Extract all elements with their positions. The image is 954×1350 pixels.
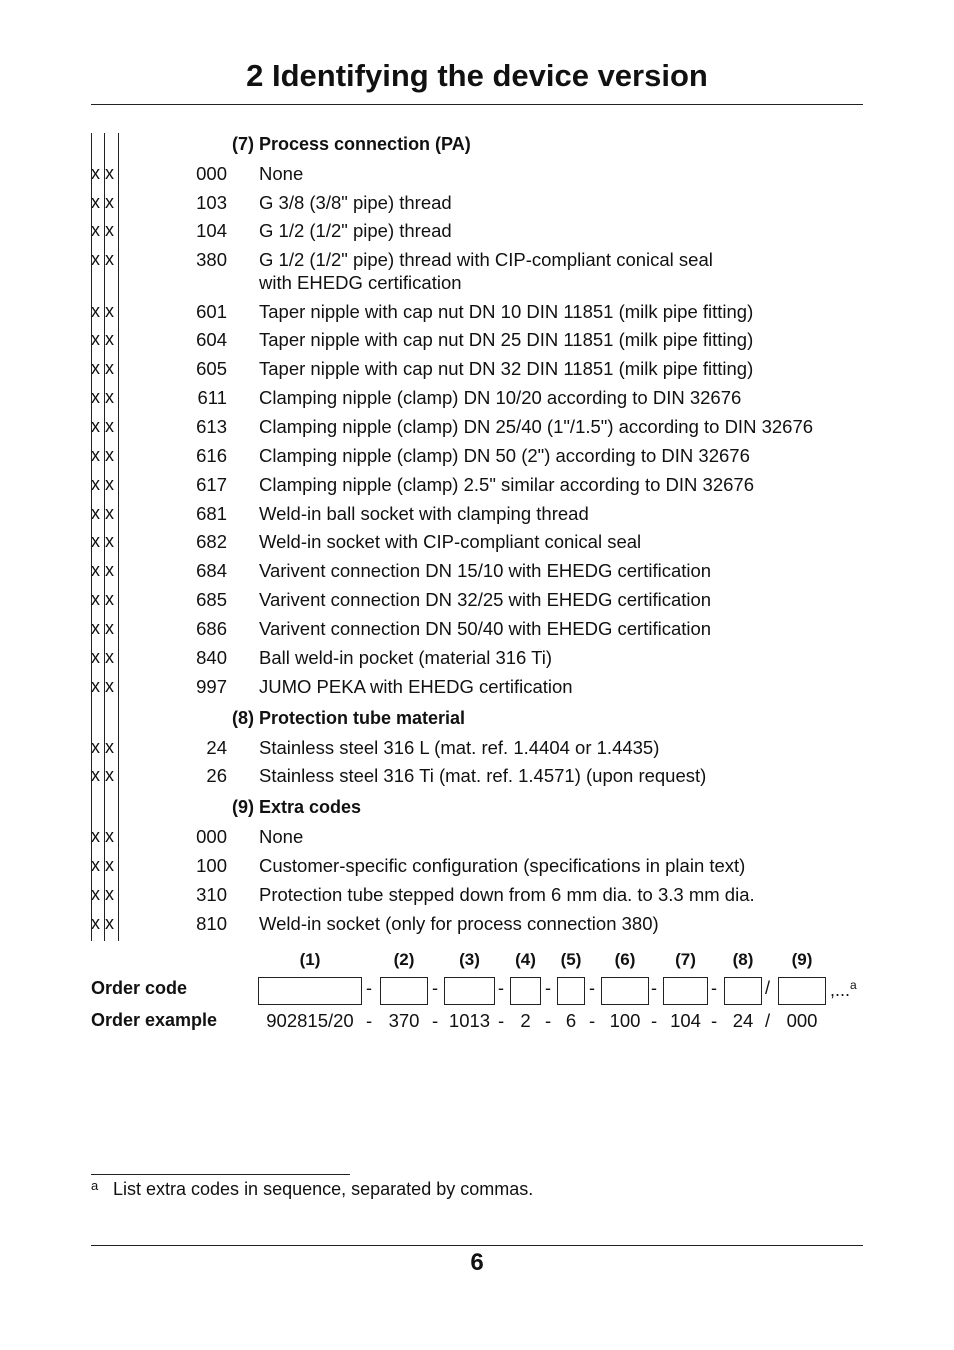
order-example-separator: - (366, 1010, 373, 1031)
row-description-line: Clamping nipple (clamp) DN 10/20 according to DIN 32676 (259, 387, 742, 408)
row-description-line: Varivent connection DN 32/25 with EHEDG certification (259, 589, 712, 610)
row-description (259, 386, 859, 409)
row-description (259, 162, 859, 185)
row-description (259, 646, 859, 669)
order-code-label: Order code (91, 978, 188, 998)
section-heading-extra-codes: (9) Extra codes (232, 797, 362, 817)
row-description-line-2: with EHEDG certification (259, 272, 462, 293)
order-column-number: (7) (675, 950, 696, 969)
order-code-box[interactable] (601, 977, 649, 1005)
row-description (259, 530, 859, 553)
order-code-separator: - (498, 978, 504, 998)
row-marker: x x (91, 192, 115, 212)
row-description (259, 854, 859, 877)
order-code-separator: - (366, 978, 372, 998)
footnote-mark: a (91, 1178, 99, 1193)
order-example-separator: - (545, 1010, 552, 1031)
row-description (259, 357, 859, 380)
row-description-line: None (259, 163, 304, 184)
row-description (259, 328, 859, 351)
row-code: 100 (196, 855, 227, 876)
row-code: 810 (196, 913, 227, 934)
row-description-line: Weld-in socket (only for process connection 380) (259, 913, 659, 934)
order-code-separator: - (651, 978, 657, 998)
page-title: 2 Identifying the device version (246, 58, 708, 93)
row-description-line: Customer-specific configuration (specifications in plain text) (259, 855, 746, 876)
row-marker: x x (91, 531, 115, 551)
row-marker: x x (91, 560, 115, 580)
row-code: 26 (206, 765, 227, 786)
row-description (259, 675, 859, 698)
row-description-line: Taper nipple with cap nut DN 10 DIN 11851 (milk pipe fitting) (259, 301, 754, 322)
order-example-separator: - (589, 1010, 596, 1031)
row-description-line: Varivent connection DN 50/40 with EHEDG certification (259, 618, 712, 639)
order-example-value: 370 (388, 1010, 420, 1031)
order-example-separator: - (711, 1010, 718, 1031)
order-column-number: (6) (614, 950, 636, 969)
row-code: 380 (196, 249, 227, 270)
order-example-value: 1013 (448, 1010, 491, 1031)
order-example-value: 24 (732, 1010, 754, 1031)
order-code-separator: - (589, 978, 595, 998)
row-code: 682 (196, 531, 227, 552)
row-code: 24 (206, 737, 227, 758)
row-marker: x x (91, 618, 115, 638)
row-description (259, 219, 859, 242)
row-marker: x x (91, 765, 115, 785)
row-code: 000 (196, 163, 227, 184)
order-example-value: 902815/20 (266, 1010, 354, 1031)
row-code: 310 (196, 884, 227, 905)
order-example-separator: - (651, 1010, 658, 1031)
row-code: 103 (196, 192, 227, 213)
order-example-value: 000 (786, 1010, 818, 1031)
row-code: 681 (196, 503, 227, 524)
row-marker: x x (91, 826, 115, 846)
order-example-separator: / (765, 1010, 771, 1031)
row-code: 616 (196, 445, 227, 466)
row-marker: x x (91, 884, 115, 904)
row-marker: x x (91, 589, 115, 609)
order-example-separator: - (498, 1010, 505, 1031)
row-description (259, 559, 859, 582)
order-code-separator: - (432, 978, 438, 998)
table-right-border (118, 133, 119, 941)
row-marker: x x (91, 503, 115, 523)
header-rule (91, 104, 863, 105)
order-code-box[interactable] (778, 977, 826, 1005)
order-code-box[interactable] (380, 977, 428, 1005)
order-code-footnote-mark: a (850, 978, 857, 992)
section-heading-process-connection: (7) Process connection (PA) (232, 134, 471, 154)
row-description-line: None (259, 826, 304, 847)
order-example-value: 100 (609, 1010, 641, 1031)
order-column-number: (5) (560, 950, 582, 969)
row-description-line: Stainless steel 316 Ti (mat. ref. 1.4571) (upon request) (259, 765, 707, 786)
row-description (259, 736, 859, 759)
order-code-separator: - (545, 978, 551, 998)
row-description (259, 415, 859, 438)
row-description-line: Varivent connection DN 15/10 with EHEDG certification (259, 560, 712, 581)
order-example-value: 2 (520, 1010, 531, 1031)
row-description-line: JUMO PEKA with EHEDG certification (259, 676, 573, 697)
row-description-line: Taper nipple with cap nut DN 25 DIN 11851 (milk pipe fitting) (259, 329, 754, 350)
row-description-line: G 1/2 (1/2" pipe) thread (259, 220, 452, 241)
order-code-box[interactable] (557, 977, 585, 1005)
row-description-line: Ball weld-in pocket (material 316 Ti) (259, 647, 553, 668)
order-column-number: (3) (459, 950, 480, 969)
row-marker: x x (91, 387, 115, 407)
row-description-line: G 1/2 (1/2" pipe) thread with CIP-compliant conical seal (259, 249, 713, 270)
row-description (259, 502, 859, 525)
row-marker: x x (91, 301, 115, 321)
order-example-value: 6 (565, 1010, 577, 1031)
row-code: 104 (196, 220, 227, 241)
order-column-number: (8) (732, 950, 754, 969)
order-example-label: Order example (91, 1010, 218, 1030)
order-code-box[interactable] (663, 977, 708, 1005)
row-description (259, 248, 859, 294)
row-code: 685 (196, 589, 227, 610)
order-code-box[interactable] (510, 977, 541, 1005)
row-marker: x x (91, 474, 115, 494)
row-marker: x x (91, 220, 115, 240)
row-description (259, 191, 859, 214)
row-marker: x x (91, 855, 115, 875)
row-description-line: Protection tube stepped down from 6 mm dia. to 3.3 mm dia. (259, 884, 755, 905)
row-code: 840 (196, 647, 227, 668)
row-code: 613 (196, 416, 227, 437)
row-description (259, 588, 859, 611)
row-code: 611 (197, 387, 227, 408)
row-code: 601 (196, 301, 227, 322)
footer-rule (91, 1245, 863, 1246)
row-code: 000 (196, 826, 227, 847)
order-column-number: (1) (299, 950, 321, 969)
order-column-number: (9) (791, 950, 813, 969)
row-code: 605 (196, 358, 227, 379)
row-description (259, 617, 859, 640)
section-heading-protection-tube: (8) Protection tube material (232, 708, 466, 728)
row-marker: x x (91, 647, 115, 667)
row-code: 617 (196, 474, 227, 495)
row-description (259, 912, 859, 935)
row-description-line: Weld-in socket with CIP-compliant conical seal (259, 531, 642, 552)
row-marker: x x (91, 249, 115, 269)
row-marker: x x (91, 737, 115, 757)
order-code-box[interactable] (444, 977, 495, 1005)
row-marker: x x (91, 358, 115, 378)
row-description-line: Weld-in ball socket with clamping thread (259, 503, 589, 524)
row-marker: x x (91, 416, 115, 436)
footnote-text: List extra codes in sequence, separated by commas. (113, 1179, 534, 1199)
row-description (259, 764, 859, 787)
row-description-line: G 3/8 (3/8" pipe) thread (259, 192, 452, 213)
order-example-separator: - (432, 1010, 439, 1031)
order-example-value: 104 (670, 1010, 701, 1031)
row-marker: x x (91, 445, 115, 465)
order-column-number: (2) (393, 950, 415, 969)
order-code-box[interactable] (724, 977, 762, 1005)
row-code: 997 (196, 676, 227, 697)
order-column-number: (4) (515, 950, 536, 969)
row-description (259, 473, 859, 496)
row-code: 684 (196, 560, 227, 581)
order-code-separator: - (711, 978, 717, 998)
order-code-separator: / (765, 978, 771, 998)
row-description-line: Clamping nipple (clamp) DN 25/40 (1"/1.5") according to DIN 32676 (259, 416, 814, 437)
row-description (259, 883, 859, 906)
row-description (259, 444, 859, 467)
order-code-trailing-text: ,... (830, 980, 851, 1000)
row-description-line: Stainless steel 316 L (mat. ref. 1.4404 or 1.4435) (259, 737, 660, 758)
row-marker: x x (91, 329, 115, 349)
page-number: 6 (470, 1249, 484, 1276)
row-description-line: Clamping nipple (clamp) DN 50 (2") according to DIN 32676 (259, 445, 750, 466)
row-code: 686 (196, 618, 227, 639)
row-description (259, 300, 859, 323)
row-description (259, 825, 859, 848)
order-code-box[interactable] (258, 977, 362, 1005)
row-marker: x x (91, 676, 115, 696)
row-code: 604 (196, 329, 227, 350)
row-description-line: Taper nipple with cap nut DN 32 DIN 11851 (milk pipe fitting) (259, 358, 754, 379)
row-description-line: Clamping nipple (clamp) 2.5" similar according to DIN 32676 (259, 474, 754, 495)
row-marker: x x (91, 913, 115, 933)
order-code-trailing (830, 978, 857, 1001)
footnote-rule (91, 1174, 350, 1175)
row-marker: x x (91, 163, 115, 183)
